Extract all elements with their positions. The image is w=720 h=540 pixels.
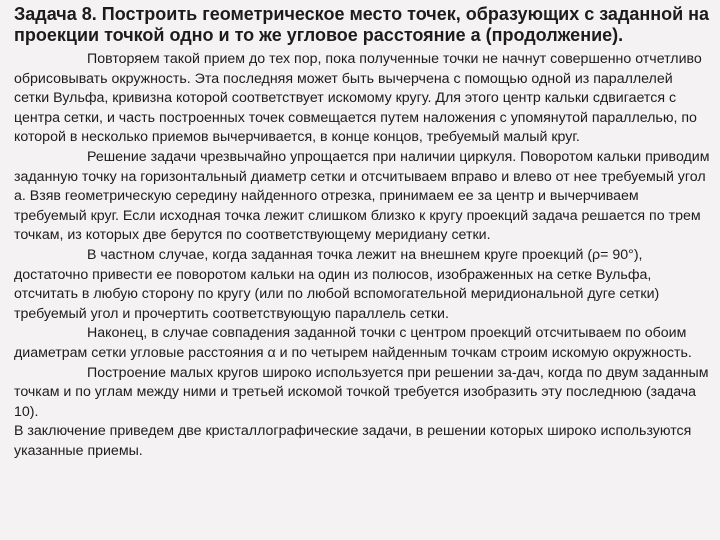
paragraph-5: Построение малых кругов широко используется при решении за-дач, когда по двум заданным точкам и по углам между ними и третьей искомой точкой требуется изобразить эту последнюю (задача 10). — [14, 364, 709, 420]
paragraph-1: Повторяем такой прием до тех пор, пока полученные точки не начнут совершенно отчетливо обрисовывать окружность. Эта последняя может быть вычерчена с помощью одной из параллелей сетки Вульфа, кривизна которой соответствует искомому кругу. Для этого центр кальки сдвигается с центра сетки, и часть построенных точек совмещается путем наложения с упомянутой параллелью, по которой в несколько приемов вычерчивается, в конце концов, требуемый малый круг. — [14, 51, 702, 146]
paragraph-3: В частном случае, когда заданная точка лежит на внешнем круге проекций (ρ= 90°), достаточно привести ее поворотом кальки на один из полюсов, изображенных на сетке Вульфа, отсчитать в любую сторону по кругу (или по любой вспомогательной меридиональной дуге сетки) требуемый угол и прочертить соответствующую параллель сетки. — [14, 246, 660, 322]
closing-paragraph: В заключение приведем две кристаллографические задачи, в решении которых широко используются указанные приемы. — [14, 423, 692, 459]
paragraph-4: Наконец, в случае совпадения заданной точки с центром проекций отсчитываем по обоим диаметрам сетки угловые расстояния α и по четырем найденным точкам строим искомую окружность. — [14, 325, 692, 361]
paragraph-2: Решение задачи чрезвычайно упрощается при наличии циркуля. Поворотом кальки приводим заданную точку на горизонтальный диаметр сетки и отсчитываем вправо и влево от нее требуемый угол а. Взяв геометрическую середину найденного отрезка, принимаем ее за центр и вычерчиваем требуемый круг. Если исходная точка лежит слишком близко к кругу проекций задача решается по трем точкам, из которых две берутся по соответствующему меридиану сетки. — [14, 148, 710, 244]
document-body — [14, 50, 710, 461]
task-title: Задача 8. Построить геометрическое место точек, образующих с заданной на проекции точкой одно и то же угловое расстояние а (продолжение). — [14, 4, 710, 45]
